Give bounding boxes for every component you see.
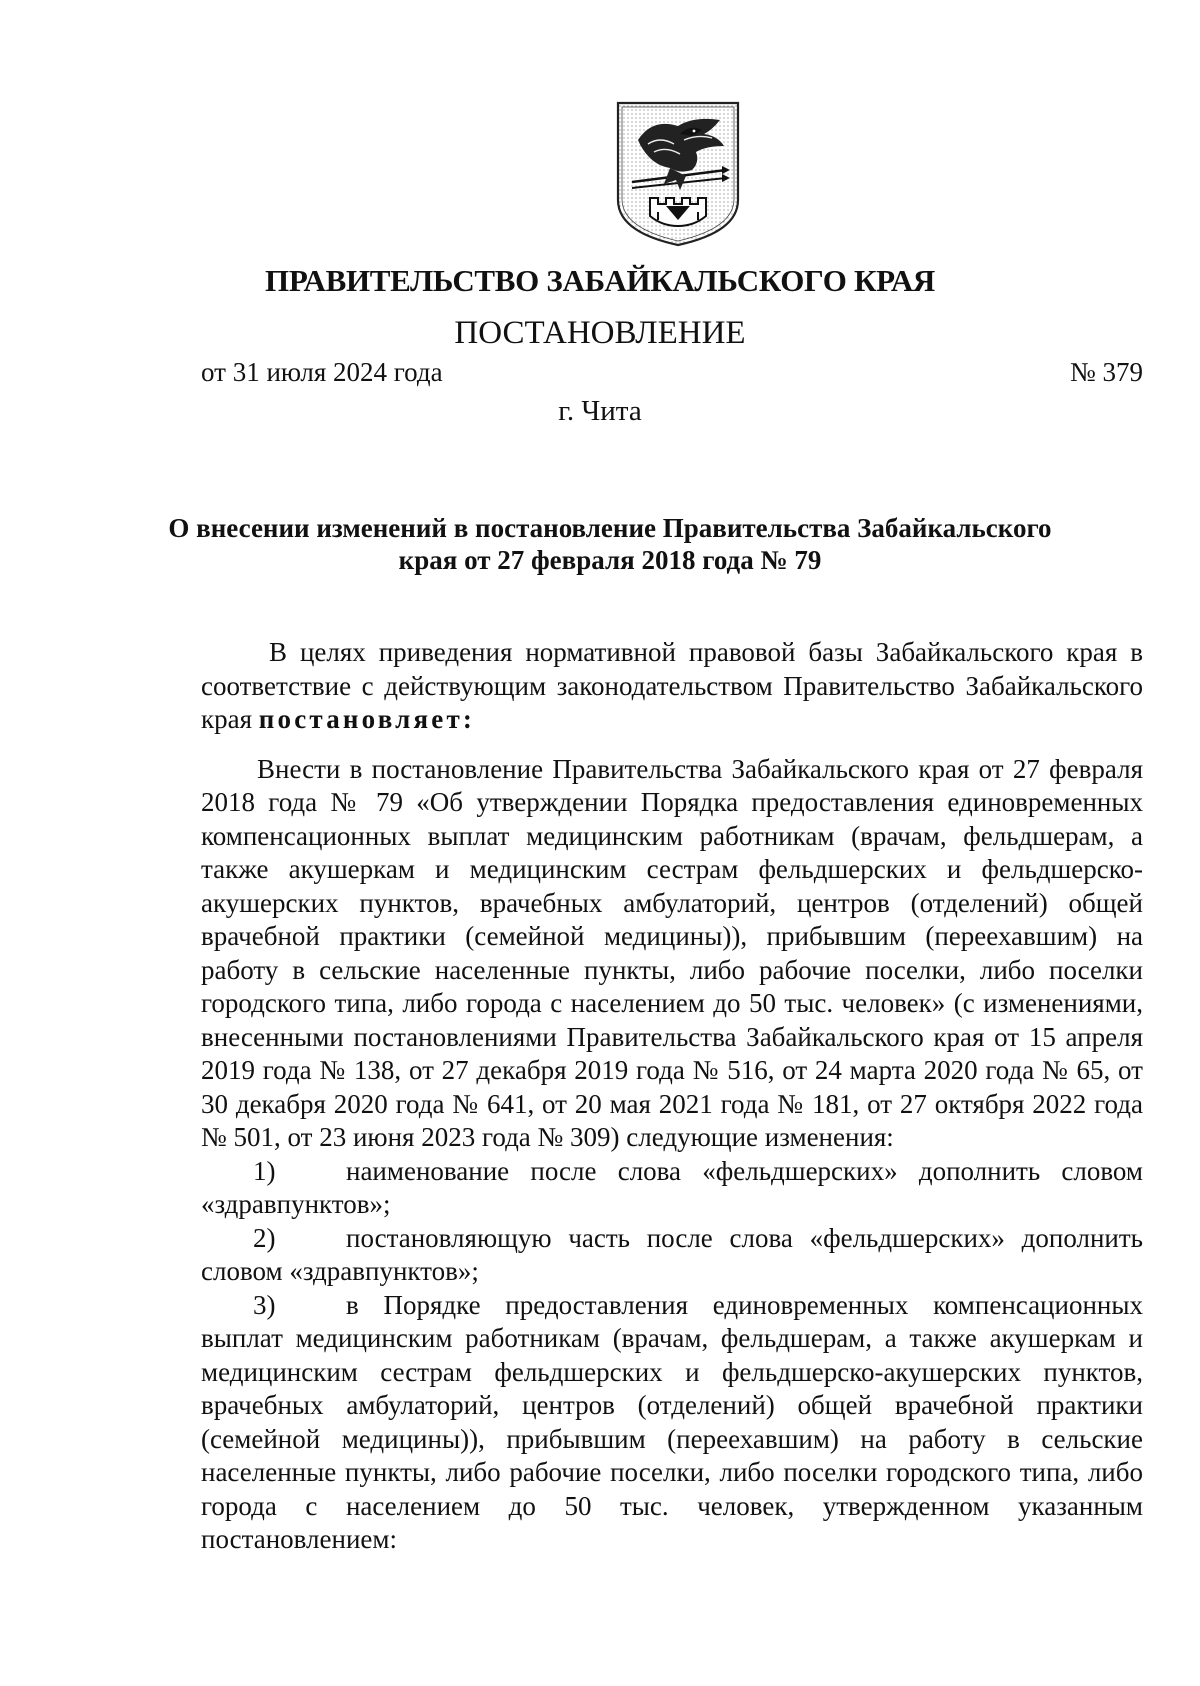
document-number: № 379 <box>1069 357 1143 387</box>
document-body <box>201 636 1143 1557</box>
list-item-number: 1) <box>253 1155 276 1186</box>
subject-line-1: О внесении изменений в постановление Правительства Забайкальского <box>168 513 1052 543</box>
list-item <box>201 1222 1143 1289</box>
list-item-text: постановляющую часть после слова «фельдшерских» дополнить словом «здравпунктов»; <box>201 1222 1143 1286</box>
list-item-text: в Порядке предоставления единовременных компенсационных выплат медицинским работникам (врачам, фельдшерам, а также акушеркам и медицинским сестрам фельдшерских и фельдшерско-акушерских пунктов, врачебных амбулаторий, центров (отделений) общей врачебной практики (семейной медицины)), прибывшим (переехавшим) на работу в сельские населенные пункты, либо рабочие поселки, либо поселки городского типа, либо города с населением до 50 тыс. человек, утвержденном указанным постановлением: <box>201 1289 1143 1554</box>
document-date: от 31 июля 2024 года <box>201 357 443 387</box>
list-item <box>201 1155 1143 1222</box>
zabaikalsky-coat-of-arms-icon <box>614 100 742 248</box>
list-item-text: наименование после слова «фельдшерских» дополнить словом «здравпунктов»; <box>201 1155 1143 1219</box>
list-item-number: 2) <box>253 1222 276 1253</box>
document-subject <box>150 512 1070 576</box>
main-paragraph: Внести в постановление Правительства Забайкальского края от 27 февраля 2018 года № 79 «Об утверждении Порядка предоставления единовременных компенсационных выплат медицинским работникам (врачам, фельдшерам, а также акушеркам и медицинским сестрам фельдшерских и фельдшерско-акушерских пунктов, врачебных амбулаторий, центров (отделений) общей врачебной практики (семейной медицины)), прибывшим (переехавшим) на работу в сельские населенные пункты, либо рабочие поселки, либо поселки городского типа, либо города с населением до 50 тыс. человек» (с изменениями, внесенными постановлениями Правительства Забайкальского края от 15 апреля 2019 года № 138, от 27 декабря 2019 года № 516, от 24 марта 2020 года № 65, от 30 декабря 2020 года № 641, от 20 мая 2021 года № 181, от 27 октября 2022 года № 501, от 23 июня 2023 года № 309) следующие изменения: <box>201 753 1143 1152</box>
preamble-paragraph <box>201 636 1143 737</box>
document-type: ПОСТАНОВЛЕНИЕ <box>454 315 746 351</box>
government-name: ПРАВИТЕЛЬСТВО ЗАБАЙКАЛЬСКОГО КРАЯ <box>265 263 935 298</box>
preamble-text: В целях приведения нормативной правовой базы Забайкальского края в соответствие с действующим законодательством Правительство Забайкальского края <box>201 637 1143 734</box>
subject-line-2: края от 27 февраля 2018 года № 79 <box>398 545 822 575</box>
resolves-word: постановляет: <box>258 704 476 734</box>
list-item <box>201 1289 1143 1557</box>
document-city: г. Чита <box>558 395 642 427</box>
list-item-number: 3) <box>253 1289 276 1320</box>
